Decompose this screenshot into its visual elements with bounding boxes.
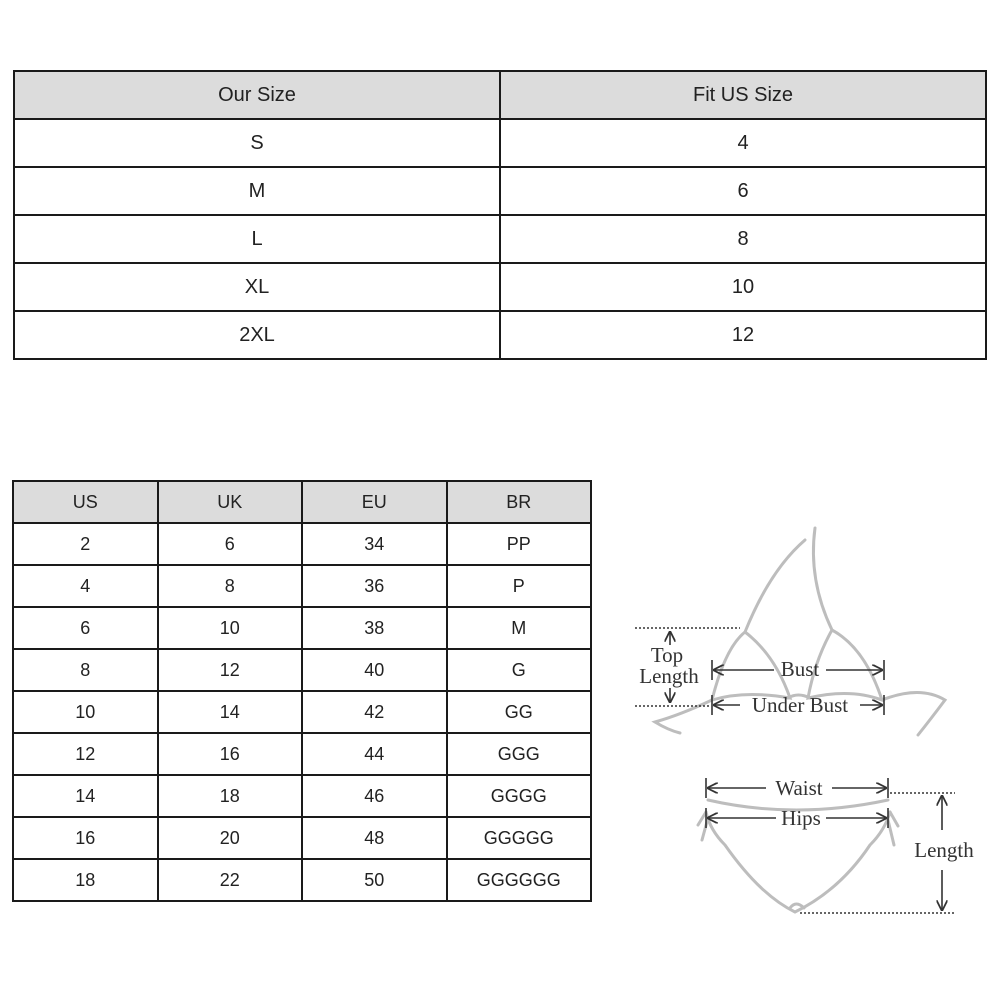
header-eu: EU	[302, 481, 447, 523]
uk-cell: 20	[158, 817, 303, 859]
table-row	[13, 691, 591, 733]
length-label: Length	[914, 838, 974, 862]
table-row	[14, 119, 986, 167]
uk-cell: 6	[158, 523, 303, 565]
table-row	[13, 649, 591, 691]
table-row	[13, 733, 591, 775]
table-row	[13, 859, 591, 901]
us-cell: 18	[13, 859, 158, 901]
uk-cell: 14	[158, 691, 303, 733]
uk-cell: 18	[158, 775, 303, 817]
table-header-row	[14, 71, 986, 119]
our-size-cell: L	[14, 215, 500, 263]
size-conversion-table	[13, 70, 987, 360]
br-cell: GG	[447, 691, 592, 733]
uk-cell: 12	[158, 649, 303, 691]
br-cell: PP	[447, 523, 592, 565]
us-cell: 8	[13, 649, 158, 691]
uk-cell: 8	[158, 565, 303, 607]
eu-cell: 50	[302, 859, 447, 901]
us-cell: 6	[13, 607, 158, 649]
table-row	[13, 817, 591, 859]
us-cell: 14	[13, 775, 158, 817]
eu-cell: 42	[302, 691, 447, 733]
header-our-size: Our Size	[14, 71, 500, 119]
table-row	[14, 263, 986, 311]
under-bust-label: Under Bust	[751, 693, 849, 717]
header-br: BR	[447, 481, 592, 523]
bust-label: Bust	[780, 657, 820, 681]
top-length-label-2: Length	[639, 664, 699, 688]
br-cell: P	[447, 565, 592, 607]
our-size-cell: M	[14, 167, 500, 215]
our-size-cell: 2XL	[14, 311, 500, 359]
table-row	[13, 775, 591, 817]
bikini-measurement-diagram	[630, 520, 990, 930]
eu-cell: 46	[302, 775, 447, 817]
uk-cell: 16	[158, 733, 303, 775]
table-header-row	[13, 481, 591, 523]
header-fit-us-size: Fit US Size	[500, 71, 986, 119]
us-size-cell: 10	[500, 263, 986, 311]
br-cell: GGGG	[447, 775, 592, 817]
waist-label: Waist	[775, 776, 823, 800]
us-cell: 4	[13, 565, 158, 607]
eu-cell: 34	[302, 523, 447, 565]
us-cell: 10	[13, 691, 158, 733]
table-row	[14, 167, 986, 215]
table-row	[13, 607, 591, 649]
top-length-label-1: Top	[650, 643, 684, 667]
br-cell: GGG	[447, 733, 592, 775]
eu-cell: 48	[302, 817, 447, 859]
us-size-cell: 4	[500, 119, 986, 167]
eu-cell: 44	[302, 733, 447, 775]
br-cell: M	[447, 607, 592, 649]
table-row	[13, 565, 591, 607]
us-cell: 12	[13, 733, 158, 775]
uk-cell: 22	[158, 859, 303, 901]
eu-cell: 38	[302, 607, 447, 649]
us-size-cell: 12	[500, 311, 986, 359]
us-size-cell: 8	[500, 215, 986, 263]
header-us: US	[13, 481, 158, 523]
table-row	[14, 311, 986, 359]
us-size-cell: 6	[500, 167, 986, 215]
international-size-table	[12, 480, 592, 902]
br-cell: G	[447, 649, 592, 691]
eu-cell: 36	[302, 565, 447, 607]
table-row	[14, 215, 986, 263]
uk-cell: 10	[158, 607, 303, 649]
table-row	[13, 523, 591, 565]
br-cell: GGGGG	[447, 817, 592, 859]
our-size-cell: XL	[14, 263, 500, 311]
br-cell: GGGGGG	[447, 859, 592, 901]
header-uk: UK	[158, 481, 303, 523]
our-size-cell: S	[14, 119, 500, 167]
us-cell: 2	[13, 523, 158, 565]
us-cell: 16	[13, 817, 158, 859]
eu-cell: 40	[302, 649, 447, 691]
hips-label: Hips	[781, 806, 821, 830]
